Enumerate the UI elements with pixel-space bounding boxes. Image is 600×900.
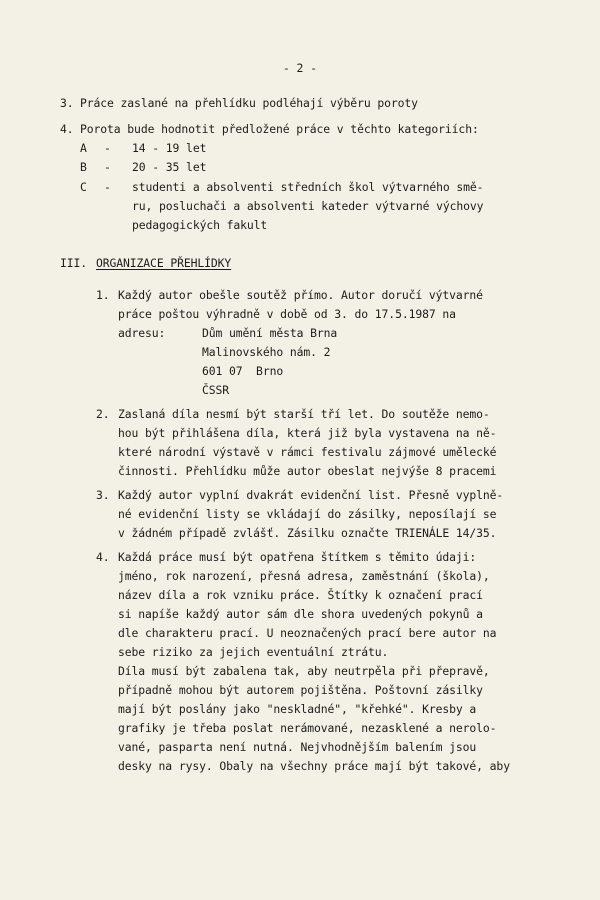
rule-line: vané, pasparta není nutná. Nejvhodnějším balením jsou — [118, 740, 477, 754]
rule-line: Každá práce musí být opatřena štítkem s těmito údaji: — [118, 550, 477, 564]
rule-line: jméno, rok narození, přesná adresa, zaměstnání (škola), — [118, 569, 490, 583]
rule-line: Každý autor obešle soutěž přímo. Autor doručí výtvarné — [118, 288, 483, 302]
item-number: 3. — [60, 96, 74, 110]
category-dash: - — [104, 141, 111, 155]
address-line: 601 07 Brno — [202, 364, 284, 378]
rule-line: případně mohou být autorem pojištěna. Poštovní zásilky — [118, 683, 483, 697]
rule-line: mají být poslány jako "neskladné", "křehké". Kresby a — [118, 702, 477, 716]
category-text: 14 - 19 let — [132, 141, 207, 155]
rule-line: které národní výstavě v rámci festivalu zájmové umělecké — [118, 445, 497, 459]
section-title: ORGANIZACE PŘEHLÍDKY — [96, 256, 232, 270]
rule-line: Každý autor vyplní dvakrát evidenční list. Přesně vyplně- — [118, 488, 504, 502]
rule-number: 4. — [96, 550, 110, 564]
item-text: Práce zaslané na přehlídku podléhají výběru poroty — [80, 96, 418, 110]
category-letter: C — [80, 180, 87, 194]
rule-line: grafiky je třeba poslat nerámované, nezasklené a nerolo- — [118, 721, 497, 735]
address-label: adresu: — [118, 326, 166, 340]
rule-line: Díla musí být zabalena tak, aby neutrpěla při přepravě, — [118, 664, 490, 678]
category-dash: - — [104, 160, 111, 174]
rule-line: název díla a rok vzniku práce. Štítky k označení prací — [118, 588, 483, 602]
rule-line: práce poštou výhradně v době od 3. do 17.5.1987 na — [118, 307, 456, 321]
section-numeral: III. — [60, 256, 88, 270]
item-number: 4. — [60, 122, 74, 136]
page-number: - 2 - — [282, 61, 318, 75]
category-text: ru, posluchači a absolventi kateder výtvarné výchovy — [132, 199, 484, 213]
rule-number: 3. — [96, 488, 110, 502]
address-line: ČSSR — [202, 383, 230, 397]
rule-line: si napíše každý autor sám dle shora uvedených pokynů a — [118, 607, 483, 621]
rule-line: hou být přihlášena díla, která již byla vystavena na ně- — [118, 426, 497, 440]
category-text: 20 - 35 let — [132, 160, 207, 174]
rule-line: dle charakteru prací. U neoznačených prací bere autor na — [118, 626, 497, 640]
category-letter: A — [80, 141, 87, 155]
rule-number: 1. — [96, 288, 110, 302]
address-line: Dům umění města Brna — [202, 326, 338, 340]
rule-line: Zaslaná díla nesmí být starší tří let. Do soutěže nemo- — [118, 407, 490, 421]
category-letter: B — [80, 160, 87, 174]
category-dash: - — [104, 180, 111, 194]
rule-line: v žádném případě zvlášť. Zásilku označte TRIENÁLE 14/35. — [118, 526, 497, 540]
item-text: Porota bude hodnotit předložené práce v těchto kategoriích: — [80, 122, 479, 136]
category-text: pedagogických fakult — [132, 218, 268, 232]
rule-line: sebe riziko za jejich eventuální ztrátu. — [118, 645, 389, 659]
rule-line: činnosti. Přehlídku může autor obeslat nejvýše 8 pracemi — [118, 464, 497, 478]
address-line: Malinovského nám. 2 — [202, 345, 331, 359]
category-text: studenti a absolventi středních škol výtvarného smě- — [132, 180, 484, 194]
rule-line: desky na rysy. Obaly na všechny práce mají být takové, aby — [118, 759, 510, 773]
rule-number: 2. — [96, 407, 110, 421]
rule-line: né evidenční listy se vkládají do zásilky, neposílají se — [118, 507, 497, 521]
